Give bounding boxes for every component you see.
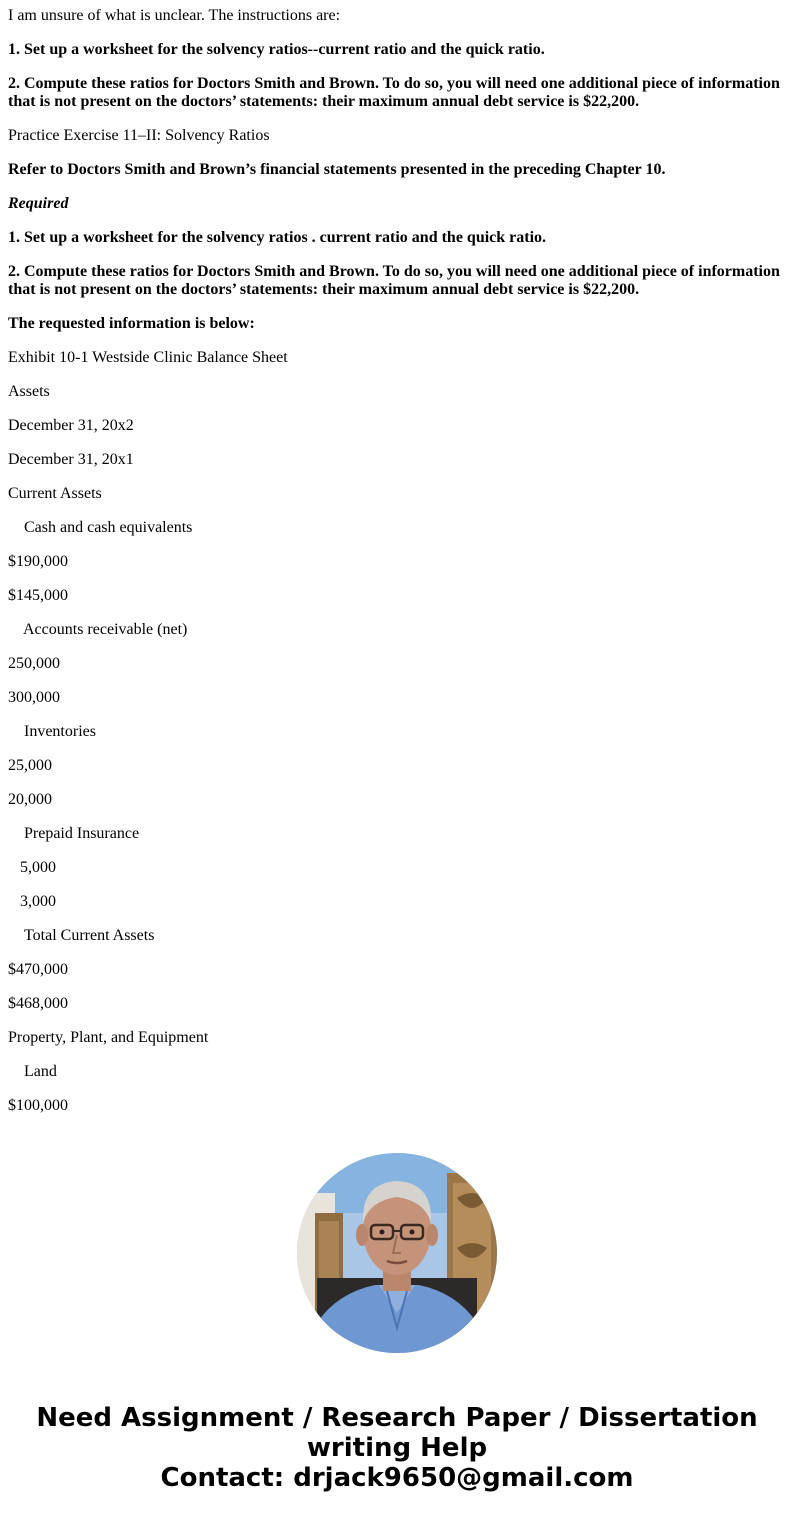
refer-line: Refer to Doctors Smith and Brown’s financial statements presented in the preceding Chapter 10. [8, 161, 666, 178]
land-value-20x2: $100,000 [8, 1097, 68, 1114]
promo-banner [0, 1403, 794, 1493]
required-heading: Required [8, 195, 69, 212]
land-label: Land [24, 1063, 57, 1080]
cash-label: Cash and cash equivalents [24, 519, 193, 536]
inventories-value-20x1: 20,000 [8, 791, 52, 808]
intro-line: I am unsure of what is unclear. The instructions are: [8, 7, 341, 24]
total-current-assets-label: Total Current Assets [24, 927, 155, 944]
avatar [297, 1153, 497, 1353]
prepaid-value-20x1: 3,000 [20, 893, 56, 910]
portrait-image [297, 1153, 497, 1353]
promo-line-2: writing Help [306, 1433, 488, 1463]
total-current-value-20x1: $468,000 [8, 995, 68, 1012]
receivables-label: Accounts receivable (net) [23, 621, 188, 638]
total-current-value-20x2: $470,000 [8, 961, 68, 978]
ppe-heading: Property, Plant, and Equipment [8, 1029, 209, 1046]
date-column-1: December 31, 20x2 [8, 417, 134, 434]
date-column-2: December 31, 20x1 [8, 451, 134, 468]
requested-info-line: The requested information is below: [8, 315, 255, 332]
prepaid-value-20x2: 5,000 [20, 859, 56, 876]
instruction-1: 1. Set up a worksheet for the solvency ratios--current ratio and the quick ratio. [8, 41, 545, 58]
inventories-label: Inventories [24, 723, 96, 740]
exhibit-title: Exhibit 10-1 Westside Clinic Balance Sheet [8, 349, 288, 366]
cash-value-20x2: $190,000 [8, 553, 68, 570]
promo-line-1: Need Assignment / Research Paper / Dissertation [36, 1403, 758, 1433]
cash-value-20x1: $145,000 [8, 587, 68, 604]
receivables-value-20x1: 300,000 [8, 689, 60, 706]
required-item-2: 2. Compute these ratios for Doctors Smith and Brown. To do so, you will need one additional piece of information that is not present on the doctors’ statements: their maximum annual debt service is $22,200. [8, 263, 780, 298]
inventories-value-20x2: 25,000 [8, 757, 52, 774]
instruction-2: 2. Compute these ratios for Doctors Smith and Brown. To do so, you will need one additional piece of information that is not present on the doctors’ statements: their maximum annual debt service is $22,200. [8, 75, 780, 110]
promo-contact: Contact: drjack9650@gmail.com [160, 1463, 634, 1493]
current-assets-heading: Current Assets [8, 485, 102, 502]
receivables-value-20x2: 250,000 [8, 655, 60, 672]
required-item-1: 1. Set up a worksheet for the solvency ratios . current ratio and the quick ratio. [8, 229, 547, 246]
exercise-title: Practice Exercise 11–II: Solvency Ratios [8, 127, 270, 144]
prepaid-insurance-label: Prepaid Insurance [24, 825, 140, 842]
assets-heading: Assets [8, 383, 50, 400]
